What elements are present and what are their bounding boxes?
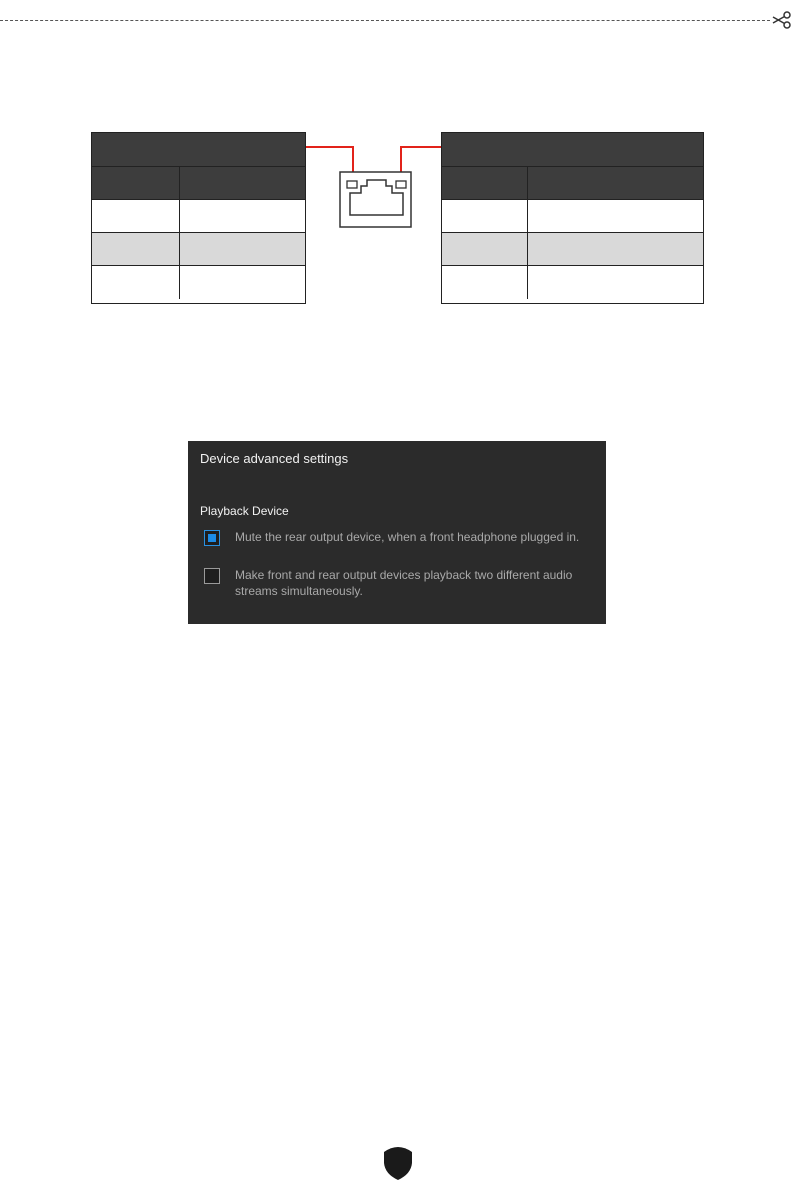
left-table-header-row [92, 167, 305, 200]
right-table-title [442, 133, 703, 167]
table-cell [528, 233, 703, 265]
table-cell [442, 200, 528, 232]
table-cell [442, 233, 528, 265]
right-table-row [442, 200, 703, 233]
left-led-indicator [347, 181, 357, 188]
table-cell [180, 266, 305, 299]
left-led-table [91, 132, 306, 304]
left-table-title [92, 133, 305, 167]
dual-stream-option[interactable] [204, 567, 594, 599]
right-table-header-row [442, 167, 703, 200]
table-cell [180, 200, 305, 232]
shield-icon [381, 1143, 415, 1181]
table-cell [92, 266, 180, 299]
right-table-header-cell [442, 167, 528, 199]
table-cell [92, 200, 180, 232]
left-table-row [92, 200, 305, 233]
table-cell [528, 200, 703, 232]
mute-rear-option[interactable] [204, 529, 594, 546]
left-table-row [92, 266, 305, 299]
table-cell [442, 266, 528, 299]
playback-device-label: Playback Device [200, 504, 289, 518]
right-led-indicator [396, 181, 406, 188]
table-cell [528, 266, 703, 299]
table-cell [180, 233, 305, 265]
mute-rear-option-label[interactable]: Mute the rear output device, when a front headphone plugged in. [235, 530, 580, 544]
dialog-title: Device advanced settings [200, 451, 349, 466]
right-led-table [441, 132, 704, 304]
right-table-header-cell [528, 167, 703, 199]
left-table-header-cell [92, 167, 180, 199]
table-cell [92, 233, 180, 265]
right-table-row [442, 233, 703, 266]
cut-line [0, 20, 770, 21]
lan-port-icon [340, 172, 411, 227]
left-table-row [92, 233, 305, 266]
dual-stream-checkbox[interactable] [204, 568, 220, 584]
right-table-row [442, 266, 703, 299]
mute-rear-checkbox[interactable] [204, 530, 220, 546]
device-settings-dialog [188, 441, 606, 624]
scissors-icon [772, 10, 792, 30]
dual-stream-option-label[interactable]: Make front and rear output devices playback two different audio streams simultaneously. [235, 568, 573, 598]
lan-port-diagram [300, 135, 450, 235]
left-table-header-cell [180, 167, 305, 199]
